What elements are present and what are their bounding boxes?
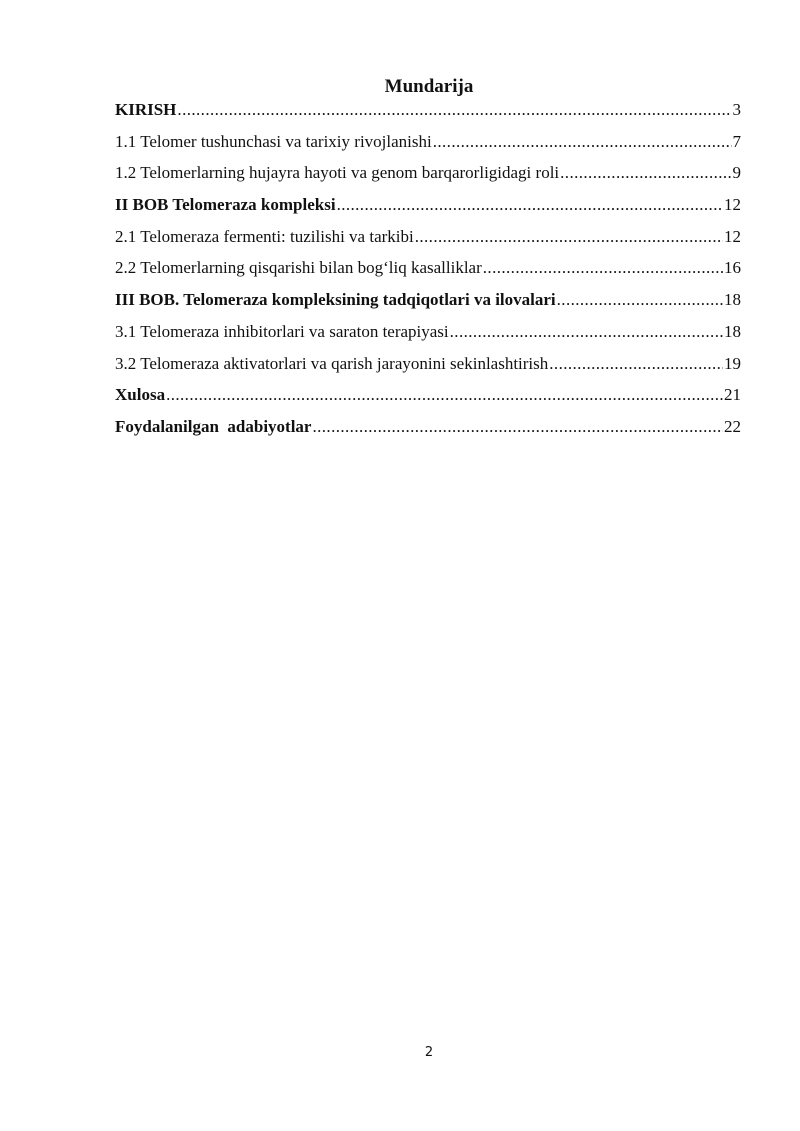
- table-of-contents: [115, 98, 741, 447]
- toc-entry-chapter-3[interactable]: [115, 288, 741, 320]
- dot-leader: [166, 383, 723, 407]
- dot-leader: [560, 161, 731, 185]
- toc-entry-page: 21: [724, 385, 741, 405]
- toc-entry-page: 16: [724, 258, 741, 278]
- toc-entry-title: 3.1 Telomeraza inhibitorlari va saraton terapiyasi: [115, 321, 449, 341]
- toc-entry-title: KIRISH: [115, 100, 177, 119]
- toc-entry-2-2[interactable]: [115, 256, 741, 288]
- toc-entry-kirish[interactable]: [115, 98, 741, 130]
- toc-entry-page: 9: [732, 163, 741, 183]
- toc-title: Mundarija: [384, 76, 474, 97]
- dot-leader: [337, 193, 723, 217]
- toc-entry-title: Xulosa: [115, 385, 166, 405]
- toc-entry-page: 22: [724, 416, 741, 436]
- page-number: 2: [424, 1045, 434, 1060]
- toc-entry-page: 18: [724, 321, 741, 341]
- toc-entry-title: 2.2 Telomerlarning qisqarishi bilan bog‘liq kasalliklar: [115, 258, 482, 278]
- toc-entry-1-2[interactable]: [115, 161, 741, 193]
- dot-leader: [549, 352, 723, 376]
- dot-leader: [415, 225, 723, 249]
- toc-entry-3-2[interactable]: [115, 352, 741, 384]
- toc-entry-page: 19: [724, 353, 741, 373]
- toc-entry-title: 1.2 Telomerlarning hujayra hayoti va genom barqarorligidagi roli: [115, 163, 560, 183]
- toc-entry-page: 3: [732, 100, 741, 119]
- dot-leader: [450, 320, 723, 344]
- dot-leader: [177, 98, 731, 122]
- dot-leader: [433, 130, 732, 154]
- toc-entry-title: Foydalanilgan adabiyotlar: [115, 416, 312, 436]
- toc-entry-title: III BOB. Telomeraza kompleksining tadqiqotlari va ilovalari: [115, 290, 556, 310]
- toc-entry-title: II BOB Telomeraza kompleksi: [115, 195, 336, 215]
- dot-leader: [483, 256, 723, 280]
- toc-entry-title: 2.1 Telomeraza fermenti: tuzilishi va tarkibi: [115, 226, 414, 246]
- toc-entry-page: 7: [732, 131, 741, 151]
- toc-entry-title: 1.1 Telomer tushunchasi va tarixiy rivojlanishi: [115, 131, 432, 151]
- toc-entry-xulosa[interactable]: [115, 383, 741, 415]
- toc-entry-chapter-2[interactable]: [115, 193, 741, 225]
- toc-entry-3-1[interactable]: [115, 320, 741, 352]
- toc-entry-2-1[interactable]: [115, 225, 741, 257]
- toc-entry-references[interactable]: [115, 415, 741, 447]
- dot-leader: [557, 288, 723, 312]
- dot-leader: [312, 415, 723, 439]
- toc-entry-page: 12: [724, 195, 741, 215]
- toc-entry-title: 3.2 Telomeraza aktivatorlari va qarish jarayonini sekinlashtirish: [115, 353, 549, 373]
- toc-entry-page: 12: [724, 226, 741, 246]
- toc-entry-page: 18: [724, 290, 741, 310]
- toc-entry-1-1[interactable]: [115, 130, 741, 162]
